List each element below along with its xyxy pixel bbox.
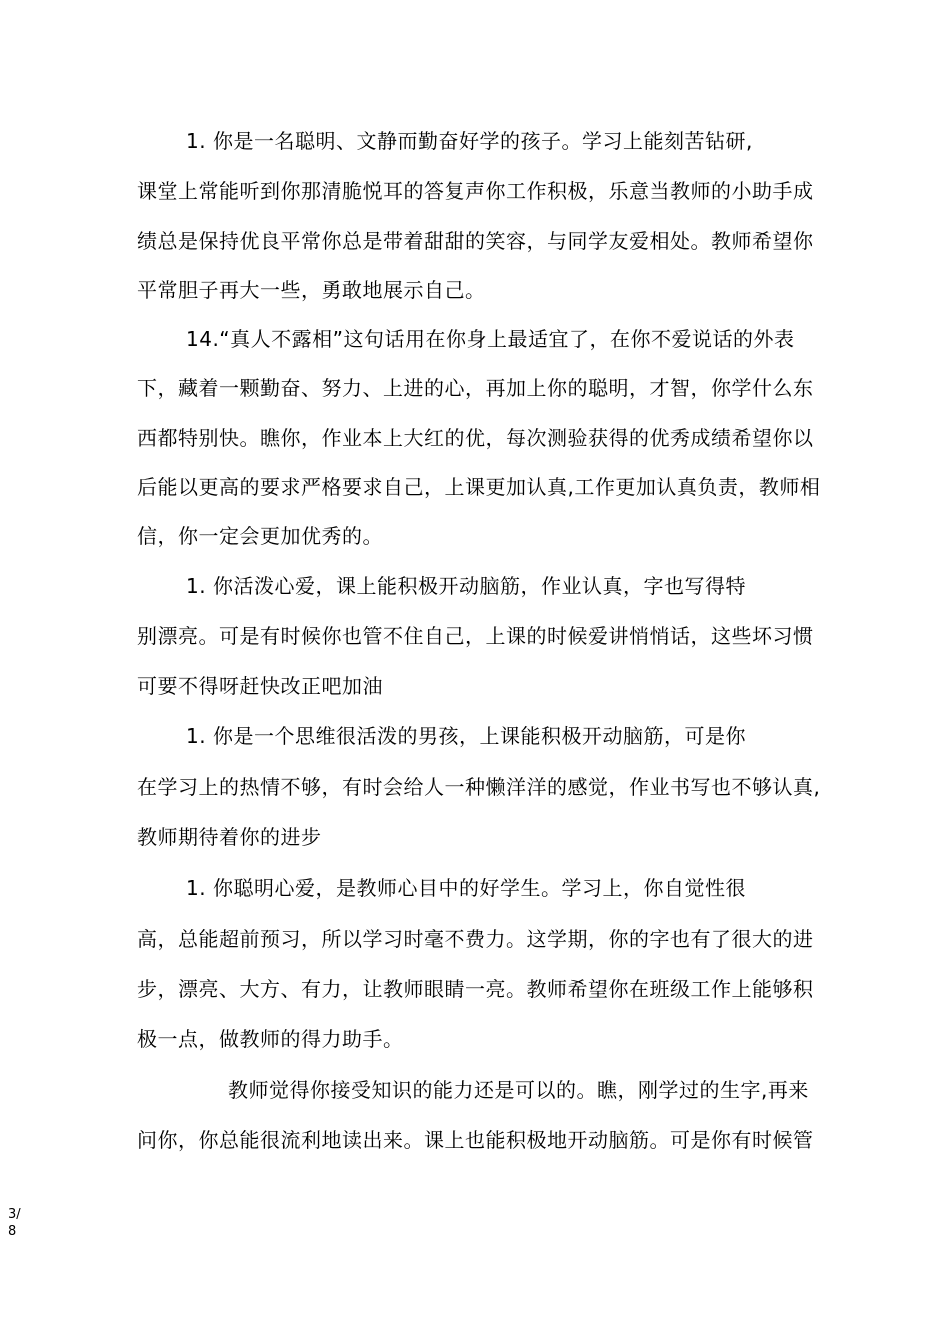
text-line-16: 1. 你聪明心爱，是教师心目中的好学生。学习上，你自觉性很 (186, 876, 746, 900)
text-line-2: 课堂上常能听到你那清脆悦耳的答复声你工作积极，乐意当教师的小助手成 (137, 179, 814, 203)
text-line-3: 绩总是保持优良平常你总是带着甜甜的笑容，与同学友爱相处。教师希望你 (137, 229, 814, 253)
text-line-10: 1. 你活泼心爱，课上能积极开动脑筋，作业认真，字也写得特 (186, 574, 746, 598)
text-line-7: 西都特别快。瞧你，作业本上大红的优，每次测验获得的优秀成绩希望你以 (137, 426, 814, 450)
text-line-9: 信，你一定会更加优秀的。 (137, 524, 383, 548)
text-line-6: 下，藏着一颗勤奋、努力、上进的心，再加上你的聪明，才智，你学什么东 (137, 376, 814, 400)
text-line-4: 平常胆子再大一些，勇敢地展示自己。 (137, 278, 486, 302)
text-line-12: 可要不得呀赶快改正吧加油 (137, 674, 383, 698)
text-line-1: 1. 你是一名聪明、文静而勤奋好学的孩子。学习上能刻苦钻研, (186, 129, 753, 153)
text-line-11: 别漂亮。可是有时候你也管不住自己，上课的时候爱讲悄悄话，这些坏习惯 (137, 624, 814, 648)
text-line-19: 极一点，做教师的得力助手。 (137, 1027, 404, 1051)
text-line-17: 高，总能超前预习，所以学习时毫不费力。这学期，你的字也有了很大的进 (137, 927, 814, 951)
page-number: 3/ 8 (8, 1207, 21, 1239)
text-line-18: 步，漂亮、大方、有力，让教师眼睛一亮。教师希望你在班级工作上能够积 (137, 977, 814, 1001)
text-line-13: 1. 你是一个思维很活泼的男孩，上课能积极开动脑筋，可是你 (186, 724, 746, 748)
text-line-8: 后能以更高的要求严格要求自己，上课更加认真,工作更加认真负责，教师相 (137, 475, 821, 499)
text-line-15: 教师期待着你的进步 (137, 825, 322, 849)
text-line-21: 问你，你总能很流利地读出来。课上也能积极地开动脑筋。可是你有时候管 (137, 1128, 814, 1152)
text-line-14: 在学习上的热情不够，有时会给人一种懒洋洋的感觉，作业书写也不够认真, (137, 775, 821, 799)
text-line-20: 教师觉得你接受知识的能力还是可以的。瞧，刚学过的生字,再来 (228, 1078, 809, 1102)
text-line-5: 14.“真人不露相”这句话用在你身上最适宜了，在你不爱说话的外表 (186, 327, 795, 351)
